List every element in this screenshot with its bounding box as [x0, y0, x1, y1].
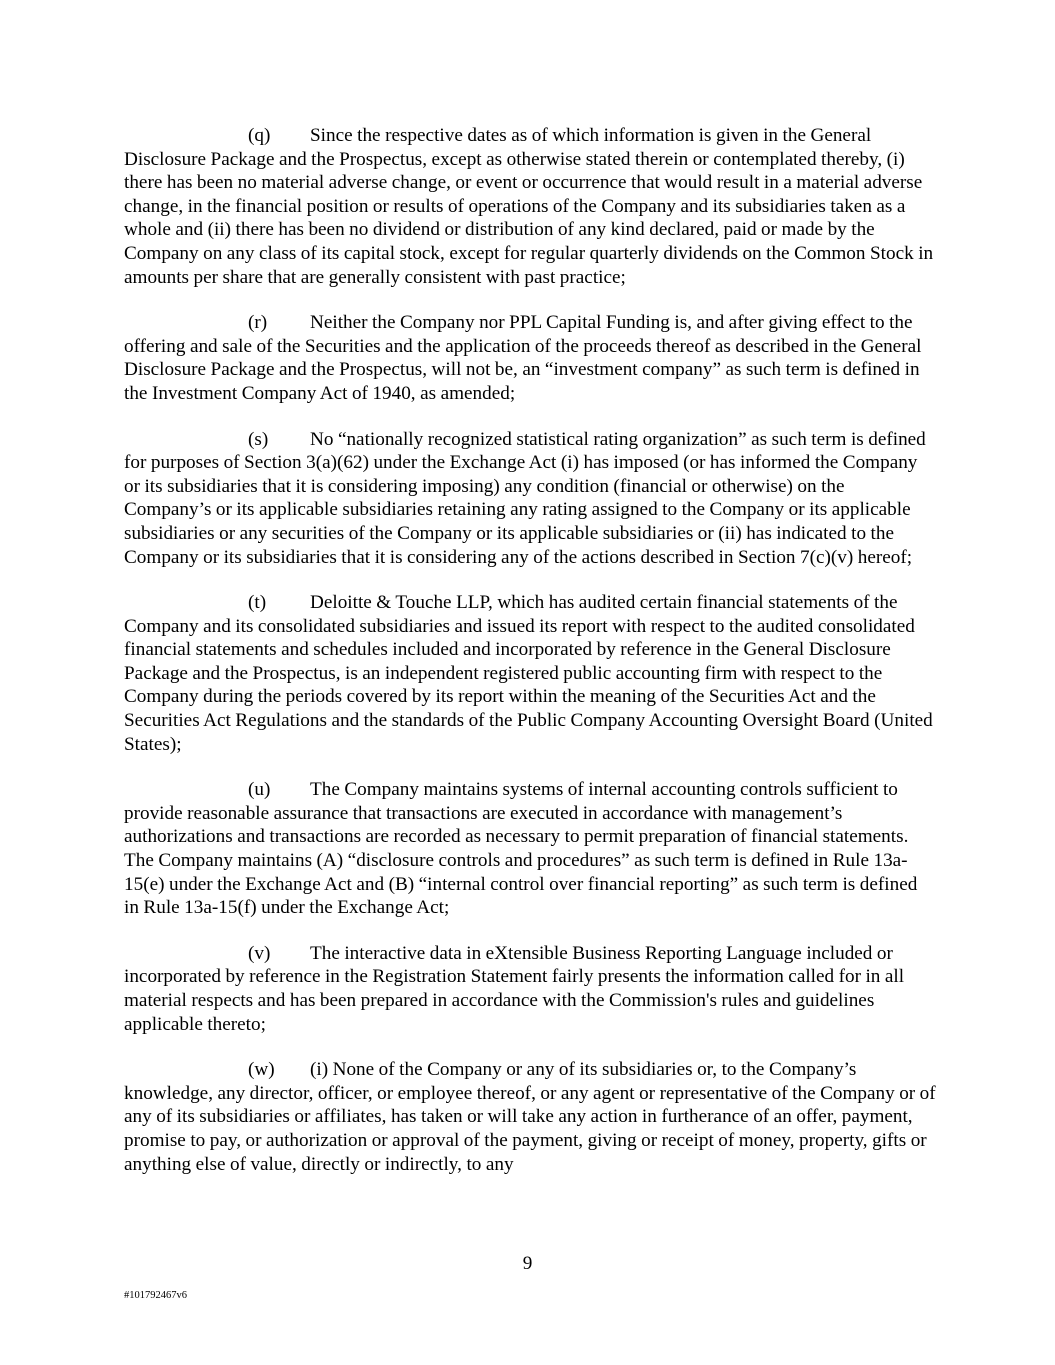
paragraph-label: (t) [248, 592, 267, 614]
paragraph-w [124, 1058, 936, 1176]
paragraph-text: Since the respective dates as of which information is given in the General Disclosure Package and the Prospectus, except as otherwise stated therein or contemplated thereby, (i) there has been no material adverse change, or event or occurrence that would result in a material adverse change, in the financial position or results of operations of the Company and its subsidiaries taken as a whole and (ii) there has been no dividend or distribution of any kind declared, paid or made by the Company on any class of its capital stock, except for regular quarterly dividends on the Common Stock in amounts per share that are generally consistent with past practice; [124, 125, 934, 288]
paragraph-label: (r) [248, 312, 268, 334]
document-body [124, 124, 936, 1198]
paragraph-label: (q) [248, 125, 271, 146]
paragraph-text: No “nationally recognized statistical rating organization” as such term is defined for purposes of Section 3(a)(62) under the Exchange Act (i) has imposed (or has informed the Company or its subsidiaries that it is considering imposing) any condition (financial or otherwise) on the Company’s or its applicable subsidiaries retaining any rating assigned to the Company or its applicable subsidiaries or any securities of the Company or its applicable subsidiaries or (ii) has indicated to the Company or its subsidiaries that it is considering any of the actions described in Section 7(c)(v) hereof; [124, 428, 926, 568]
paragraph-q [124, 124, 936, 289]
paragraph-text: The interactive data in eXtensible Business Reporting Language included or incorporated by reference in the Registration Statement fairly presents the information called for in all material respects and has been prepared in accordance with the Commission's rules and guidelines applicable thereto; [124, 942, 905, 1035]
paragraph-v [124, 942, 936, 1036]
paragraph-t [124, 591, 936, 756]
document-id: #101792467v6 [124, 1290, 187, 1301]
paragraph-label: (w) [248, 1059, 275, 1081]
paragraph-label: (s) [248, 428, 269, 450]
paragraph-s [124, 428, 936, 570]
paragraph-text: Neither the Company nor PPL Capital Funding is, and after giving effect to the offering and sale of the Securities and the application of the proceeds thereof as described in the General Disclosure Package and the Prospectus, will not be, an “investment company” as such term is defined in the Investment Company Act of 1940, as amended; [124, 312, 922, 404]
paragraph-label: (u) [248, 779, 271, 801]
paragraph-text: (i) None of the Company or any of its subsidiaries or, to the Company’s knowledge, any director, officer, or employee thereof, or any agent or representative of the Company or of any of its subsidiaries or affiliates, has taken or will take any action in furtherance of an offer, payment, promise to pay, or authorization or approval of the payment, giving or receipt of money, property, gifts or anything else of value, directly or indirectly, to any [124, 1059, 936, 1175]
paragraph-r [124, 311, 936, 405]
paragraph-u [124, 778, 936, 920]
paragraph-label: (v) [248, 942, 271, 964]
paragraph-text: The Company maintains systems of internal accounting controls sufficient to provide reasonable assurance that transactions are executed in accordance with management’s authorizations and transactions are recorded as necessary to permit preparation of financial statements. The Company maintains (A) “disclosure controls and procedures” as such term is defined in Rule 13a-15(e) under the Exchange Act and (B) “internal control over financial reporting” as such term is defined in Rule 13a-15(f) under the Exchange Act; [124, 779, 918, 919]
paragraph-text: Deloitte & Touche LLP, which has audited certain financial statements of the Company and its consolidated subsidiaries and issued its report with respect to the audited consolidated financial statements and schedules included and incorporated by reference in the General Disclosure Package and the Prospectus, is an independent registered public accounting firm with respect to the Company during the periods covered by its report within the meaning of the Securities Act and the Securities Act Regulations and the standards of the Public Company Accounting Oversight Board (United States); [124, 592, 933, 755]
page-number: 9 [522, 1253, 533, 1274]
